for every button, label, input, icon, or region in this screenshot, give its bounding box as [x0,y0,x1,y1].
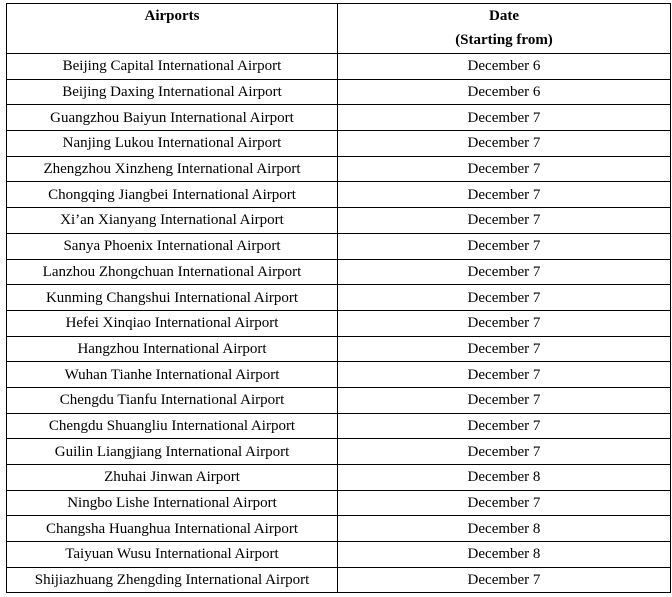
table-row [7,79,671,105]
table-row [7,182,671,208]
date-cell: December 6 [338,79,671,105]
airport-cell: Zhuhai Jinwan Airport [7,465,338,491]
table-row [7,310,671,336]
date-cell: December 7 [338,387,671,413]
header-airports [7,4,338,54]
table-row [7,490,671,516]
airport-cell: Kunming Changshui International Airport [7,285,338,311]
table-row [7,465,671,491]
airport-cell: Shijiazhuang Zhengding International Airport [7,567,338,593]
airport-cell: Lanzhou Zhongchuan International Airport [7,259,338,285]
date-cell: December 7 [338,156,671,182]
airport-cell: Chengdu Tianfu International Airport [7,387,338,413]
table-row [7,439,671,465]
table-row [7,387,671,413]
table-body [7,54,671,593]
date-cell: December 7 [338,182,671,208]
airport-cell: Zhengzhou Xinzheng International Airport [7,156,338,182]
table-row [7,542,671,568]
date-cell: December 7 [338,310,671,336]
table-row [7,285,671,311]
airport-cell: Hefei Xinqiao International Airport [7,310,338,336]
date-cell: December 7 [338,439,671,465]
airport-cell: Wuhan Tianhe International Airport [7,362,338,388]
table-row [7,208,671,234]
airport-cell: Xi’an Xianyang International Airport [7,208,338,234]
date-cell: December 7 [338,567,671,593]
header-date-label: Date [489,8,519,24]
airport-cell: Changsha Huanghua International Airport [7,516,338,542]
header-date [338,4,671,54]
date-cell: December 7 [338,233,671,259]
table-row [7,233,671,259]
date-cell: December 7 [338,208,671,234]
airport-cell: Nanjing Lukou International Airport [7,131,338,157]
table-row [7,259,671,285]
airport-cell: Guangzhou Baiyun International Airport [7,105,338,131]
airport-cell: Beijing Daxing International Airport [7,79,338,105]
airports-table [6,3,671,593]
date-cell: December 6 [338,54,671,80]
airport-cell: Guilin Liangjiang International Airport [7,439,338,465]
table-row [7,362,671,388]
header-date-sublabel: (Starting from) [455,32,553,48]
table-row [7,413,671,439]
table-row [7,105,671,131]
date-cell: December 7 [338,131,671,157]
date-cell: December 7 [338,259,671,285]
airport-cell: Chongqing Jiangbei International Airport [7,182,338,208]
date-cell: December 8 [338,465,671,491]
date-cell: December 7 [338,105,671,131]
date-cell: December 7 [338,413,671,439]
airport-cell: Chengdu Shuangliu International Airport [7,413,338,439]
date-cell: December 7 [338,362,671,388]
date-cell: December 7 [338,336,671,362]
table-row [7,54,671,80]
table-row [7,336,671,362]
table-row [7,516,671,542]
airport-cell: Ningbo Lishe International Airport [7,490,338,516]
airport-cell: Sanya Phoenix International Airport [7,233,338,259]
airport-cell: Taiyuan Wusu International Airport [7,542,338,568]
airport-cell: Beijing Capital International Airport [7,54,338,80]
date-cell: December 8 [338,542,671,568]
table-row [7,156,671,182]
table-row [7,131,671,157]
table-row [7,567,671,593]
date-cell: December 7 [338,285,671,311]
table-header-row [7,4,671,54]
date-cell: December 8 [338,516,671,542]
airport-cell: Hangzhou International Airport [7,336,338,362]
header-airports-label: Airports [144,8,200,24]
date-cell: December 7 [338,490,671,516]
